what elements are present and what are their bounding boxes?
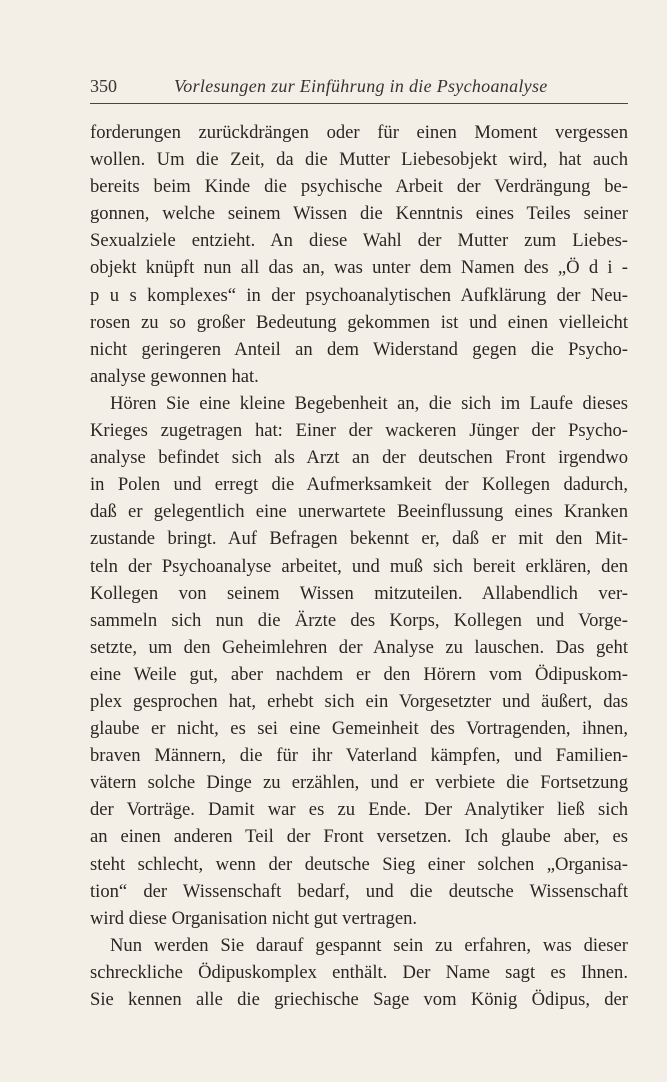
- text-line: Sie kennen alle die griechische Sage vom König Ödipus, der: [90, 989, 628, 1010]
- page-number: 350: [90, 76, 117, 96]
- text-line: zustande bringt. Auf Befragen bekennt er, daß er mit den Mit-: [90, 528, 628, 550]
- header-rule: [90, 103, 628, 104]
- text-line: plex gesprochen hat, erhebt sich ein Vorgesetzter und äußert, das: [90, 690, 628, 712]
- text-line: wollen. Um die Zeit, da die Mutter Liebesobjekt wird, hat auch: [90, 149, 628, 171]
- paragraph-end-line: wird diese Organisation nicht gut vertragen.: [90, 907, 418, 929]
- text-line: vätern solche Dinge zu erzählen, und er verbiete die Fortsetzung: [90, 772, 628, 794]
- text-line: objekt knüpft nun all das an, was unter dem Namen des „Ö d i -: [90, 257, 628, 279]
- text-line: in Polen und erregt die Aufmerksamkeit der Kollegen dadurch,: [90, 474, 628, 496]
- running-title: Vorlesungen zur Einführung in die Psychoanalyse: [174, 76, 548, 96]
- text-line: braven Männern, die für ihr Vaterland kämpfen, und Familien-: [90, 745, 628, 767]
- text-line: der Vorträge. Damit war es zu Ende. Der Analytiker ließ sich: [90, 799, 628, 821]
- text-line: Krieges zugetragen hat: Einer der wackeren Jünger der Psycho-: [90, 420, 628, 442]
- text-line: glaube er nicht, es sei eine Gemeinheit des Vortragenden, ihnen,: [90, 718, 628, 740]
- text-line: bereits beim Kinde die psychische Arbeit der Verdrängung be-: [90, 176, 628, 198]
- text-line: an einen anderen Teil der Front versetzen. Ich glaube aber, es: [90, 826, 628, 848]
- paragraph-start-line: Hören Sie eine kleine Begebenheit an, die sich im Laufe dieses: [110, 392, 628, 414]
- text-line: setzte, um den Geheimlehren der Analyse zu lauschen. Das geht: [90, 636, 628, 658]
- text-line: eine Weile gut, aber nachdem er den Hörern vom Ödipuskom-: [90, 663, 628, 685]
- text-line: p u s komplexes“ in der psychoanalytischen Aufklärung der Neu-: [90, 284, 628, 306]
- text-line: nicht geringeren Anteil an dem Widerstand gegen die Psycho-: [90, 338, 628, 360]
- text-line: analyse befindet sich als Arzt an der deutschen Front irgendwo: [90, 447, 628, 469]
- text-line: rosen zu so großer Bedeutung gekommen ist und einen vielleicht: [90, 311, 628, 333]
- text-line: forderungen zurückdrängen oder für einen Moment vergessen: [90, 122, 628, 143]
- running-head: [90, 76, 630, 102]
- paragraph-end-line: analyse gewonnen hat.: [90, 365, 259, 387]
- text-line: steht schlecht, wenn der deutsche Sieg einer solchen „Organisa-: [90, 853, 628, 875]
- paragraph-start-line: Nun werden Sie darauf gespannt sein zu erfahren, was dieser: [110, 934, 628, 956]
- text-line: schreckliche Ödipuskomplex enthält. Der Name sagt es Ihnen.: [90, 961, 628, 983]
- text-line: Sexualziele entzieht. An diese Wahl der Mutter zum Liebes-: [90, 230, 628, 252]
- text-line: Kollegen von seinem Wissen mitzuteilen. Allabendlich ver-: [90, 582, 628, 604]
- text-line: teln der Psychoanalyse arbeitet, und muß sich bereit erklären, den: [90, 555, 628, 577]
- text-line: tion“ der Wissenschaft bedarf, und die deutsche Wissenschaft: [90, 880, 628, 902]
- text-line: daß er gelegentlich eine unerwartete Beeinflussung eines Kranken: [90, 501, 628, 523]
- body-text: [90, 119, 628, 1013]
- text-line: gonnen, welche seinem Wissen die Kenntnis eines Teiles seiner: [90, 203, 628, 225]
- text-line: sammeln sich nun die Ärzte des Korps, Kollegen und Vorge-: [90, 609, 628, 631]
